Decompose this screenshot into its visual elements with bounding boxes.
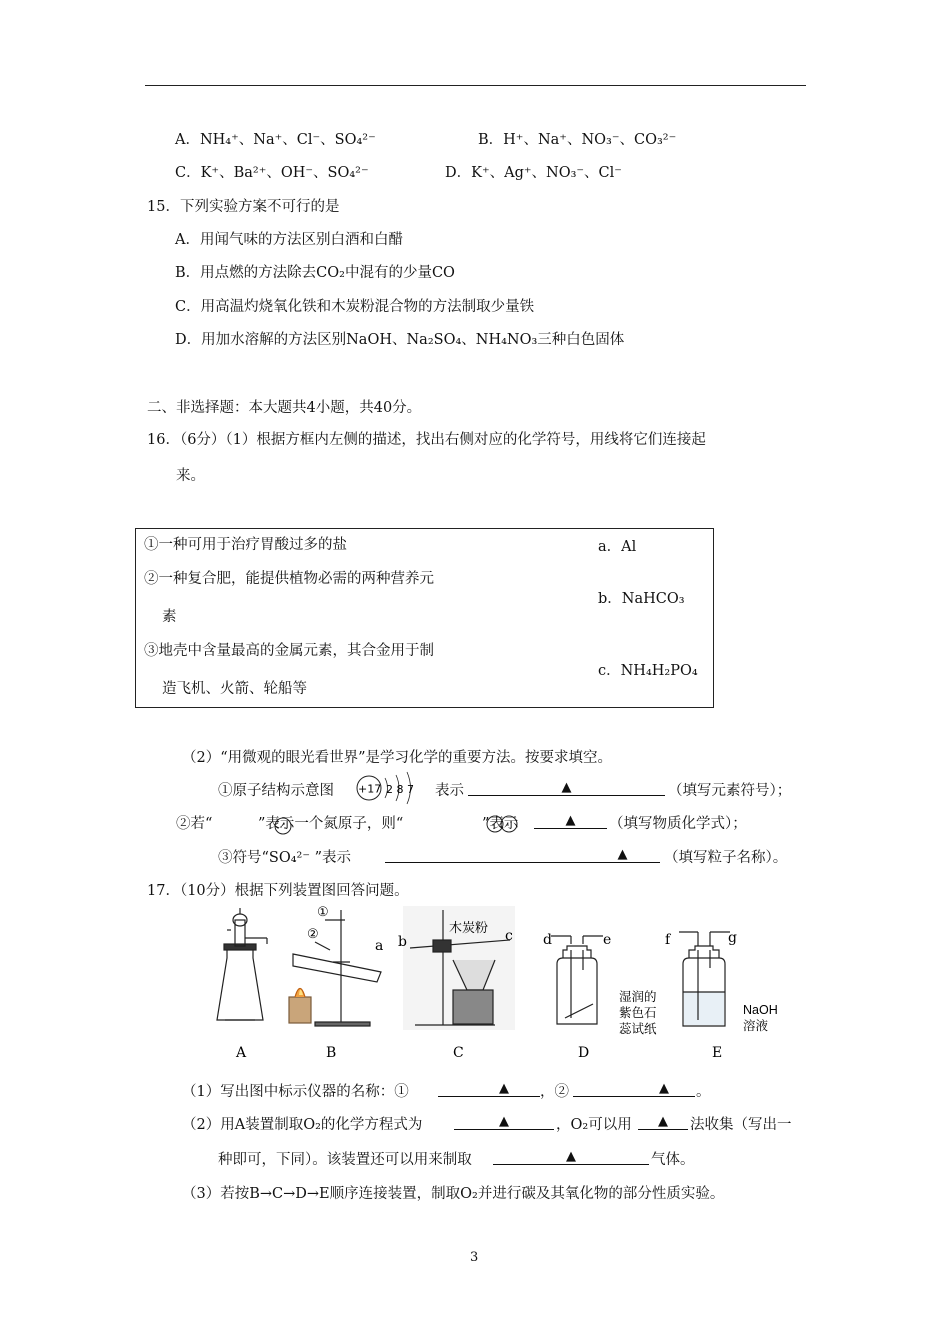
q16-p2-1-hint: （填写元素符号）； — [668, 783, 792, 799]
page-number: 3 — [470, 1250, 479, 1265]
q17-p2-answer2: ▲ — [638, 1113, 688, 1130]
q16-p2-1-text: ①原子结构示意图 — [218, 783, 334, 799]
atom-structure-diagram — [355, 768, 431, 806]
label-d: d — [543, 932, 552, 948]
q16-stem-line2: 来。 — [176, 468, 205, 484]
q14-option-a: A．NH₄⁺、Na⁺、Cl⁻、SO₄²⁻ — [175, 132, 376, 148]
label-litmus-2: 紫色石 — [619, 1005, 657, 1020]
q14-option-b: B．H⁺、Na⁺、NO₃⁻、CO₃²⁻ — [478, 132, 677, 148]
matching-box — [135, 528, 714, 708]
q16-p2-1-answer: ▲ — [468, 779, 665, 796]
q15-option-c: C．用高温灼烧氧化铁和木炭粉混合物的方法制取少量铁 — [175, 299, 535, 315]
q15-option-d: D．用加水溶解的方法区别NaOH、Na₂SO₄、NH₄NO₃三种白色固体 — [175, 332, 625, 348]
caption-b: B — [326, 1045, 337, 1061]
q16-part2-intro: （2）“用微观的眼光看世界”是学习化学的重要方法。按要求填空。 — [182, 750, 613, 766]
apparatus-figure — [205, 900, 795, 1070]
caption-d: D — [578, 1045, 590, 1061]
apparatus-a — [217, 908, 267, 1020]
q17-stem: 17．（10分）根据下列装置图回答问题。 — [147, 883, 409, 899]
q17-p1-text: （1）写出图中标示仪器的名称：① — [182, 1084, 409, 1100]
q15-stem: 15．下列实验方案不可行的是 — [147, 199, 340, 215]
q14-option-c: C．K⁺、Ba²⁺、OH⁻、SO₄²⁻ — [175, 165, 369, 181]
q16-p2-1-express: 表示 — [435, 783, 464, 799]
q17-p2-text-c: 法收集（写出一 — [690, 1117, 792, 1133]
q17-p1-answer2: ▲ — [573, 1080, 695, 1097]
q17-p2-answer3: ▲ — [493, 1148, 649, 1165]
caption-e: E — [712, 1045, 723, 1061]
label-charcoal: 木炭粉 — [449, 921, 489, 936]
q16-p2-2-hint: （填写物质化学式）； — [609, 816, 747, 832]
q15-option-a: A．用闻气味的方法区别白酒和白醋 — [175, 232, 403, 248]
q15-option-b: B．用点燃的方法除去CO₂中混有的少量CO — [175, 265, 455, 281]
match-left-2b: 素 — [162, 609, 177, 625]
caption-a: A — [236, 1045, 247, 1061]
label-litmus-3: 蕊试纸 — [619, 1021, 657, 1036]
match-left-2a: ②一种复合肥，能提供植物必需的两种营养元 — [144, 571, 434, 587]
q17-p2-answer1: ▲ — [454, 1113, 554, 1130]
q16-p2-3-hint: （填写粒子名称）。 — [664, 850, 788, 866]
match-left-3a: ③地壳中含量最高的金属元素，其合金用于制 — [144, 643, 434, 659]
q16-p2-2-text-b: ”表示一个氮原子，则“ — [258, 816, 404, 832]
label-b: b — [398, 934, 407, 950]
label-circle2: ② — [307, 927, 319, 942]
q16-p2-3-text: ③符号“SO₄²⁻ ”表示 — [218, 850, 352, 866]
caption-c: C — [453, 1045, 464, 1061]
atom-electrons-label: 2 8 7 — [386, 783, 414, 796]
match-left-1: ①一种可用于治疗胃酸过多的盐 — [144, 537, 347, 553]
match-left-3b: 造飞机、火箭、轮船等 — [162, 681, 307, 697]
atom-nucleus-label: +17 — [358, 782, 382, 796]
label-a: a — [375, 938, 384, 954]
label-naoh-1: NaOH — [743, 1003, 778, 1017]
label-circle1: ① — [317, 905, 329, 920]
q17-p3-text: （3）若按B→C→D→E顺序连接装置，制取O₂并进行碳及其氧化物的部分性质实验。 — [182, 1186, 725, 1202]
q16-p2-3-answer: ▲ — [385, 846, 660, 863]
label-litmus-1: 湿润的 — [619, 989, 657, 1004]
apparatus-d — [551, 936, 603, 1024]
label-c: c — [505, 928, 513, 944]
q17-p2-text-b: ，O₂可以用 — [556, 1117, 632, 1133]
q16-stem-line1: 16．（6分）（1）根据方框内左侧的描述，找出右侧对应的化学符号，用线将它们连接起 — [147, 432, 706, 448]
q14-option-d: D．K⁺、Ag⁺、NO₃⁻、Cl⁻ — [445, 165, 622, 181]
q16-p2-2-answer: ▲ — [534, 812, 607, 829]
apparatus-b — [289, 910, 384, 1026]
match-right-b: b．NaHCO₃ — [598, 591, 685, 607]
label-f: f — [665, 932, 671, 948]
label-e: e — [603, 932, 612, 948]
section-heading: 二、非选择题：本大题共4小题，共40分。 — [147, 400, 422, 416]
q17-p1-sep: ，② — [540, 1084, 569, 1100]
match-right-a: a．Al — [598, 539, 637, 555]
match-right-c: c．NH₄H₂PO₄ — [598, 663, 698, 679]
q17-p2-text-e: 气体。 — [651, 1152, 695, 1168]
q17-p1-answer1: ▲ — [438, 1080, 540, 1097]
q17-p1-end: 。 — [696, 1084, 711, 1100]
q16-p2-2-text-a: ②若“ — [176, 816, 213, 832]
label-naoh-2: 溶液 — [743, 1018, 769, 1033]
q17-p2-text-d: 种即可，下同）。该装置还可以用来制取 — [218, 1152, 472, 1168]
header-rule — [145, 85, 806, 86]
apparatus-e — [679, 932, 730, 1026]
q16-p2-2-text-c: ”表示 — [482, 816, 519, 832]
label-g: g — [728, 930, 737, 946]
q17-p2-text-a: （2）用A装置制取O₂的化学方程式为 — [182, 1117, 423, 1133]
